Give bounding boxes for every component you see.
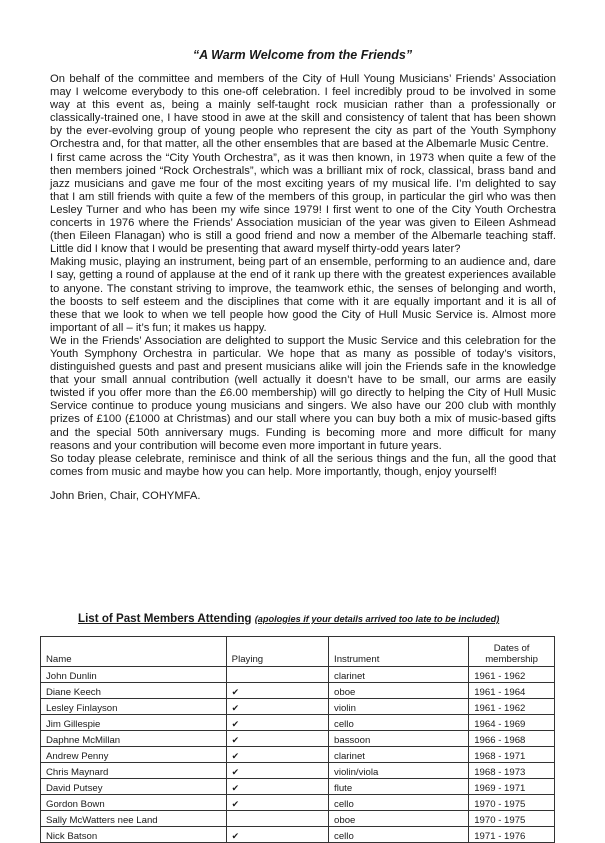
- cell-name: Lesley Finlayson: [41, 699, 227, 715]
- letter-body: [50, 73, 556, 503]
- cell-dates: 1961 - 1962: [469, 699, 555, 715]
- cell-dates: 1968 - 1973: [469, 763, 555, 779]
- cell-playing: ✔: [226, 715, 328, 731]
- members-list-heading: [78, 612, 598, 625]
- table-row: [41, 731, 555, 747]
- column-header-name: Name: [41, 637, 227, 667]
- cell-instrument: bassoon: [329, 731, 469, 747]
- table-header-row: [41, 637, 555, 667]
- paragraph: Making music, playing an instrument, being part of an ensemble, performing to an audience and, dare I say, getting a round of applause at the end of it rank up there with the greatest experiences available to anyone. The constant striving to improve, the teamwork ethic, the senses of belonging and worth, the boosts to self esteem and the disciplines that come with it are equally important and it is all of these that we look to when we tell people how good the City of Hull Music Service is. Almost more important of all – it’s fun; it makes us happy.: [50, 256, 556, 334]
- cell-playing: ✔: [226, 779, 328, 795]
- table-row: [41, 683, 555, 699]
- cell-playing: ✔: [226, 827, 328, 843]
- cell-playing: ✔: [226, 699, 328, 715]
- cell-dates: 1961 - 1962: [469, 667, 555, 683]
- cell-name: Diane Keech: [41, 683, 227, 699]
- table-row: [41, 667, 555, 683]
- column-header-playing: Playing: [226, 637, 328, 667]
- cell-playing: ✔: [226, 795, 328, 811]
- members-list-note: (apologies if your details arrived too late to be included): [254, 614, 500, 624]
- cell-name: Andrew Penny: [41, 747, 227, 763]
- cell-name: David Putsey: [41, 779, 227, 795]
- cell-instrument: clarinet: [329, 747, 469, 763]
- cell-playing: ✔: [226, 731, 328, 747]
- cell-dates: 1966 - 1968: [469, 731, 555, 747]
- table-row: [41, 747, 555, 763]
- cell-dates: 1964 - 1969: [469, 715, 555, 731]
- cell-name: Sally McWatters nee Land: [41, 811, 227, 827]
- table-row: [41, 715, 555, 731]
- cell-instrument: clarinet: [329, 667, 469, 683]
- cell-instrument: cello: [329, 715, 469, 731]
- document-title: “A Warm Welcome from the Friends”: [192, 48, 413, 62]
- cell-playing: ✔: [226, 683, 328, 699]
- cell-instrument: cello: [329, 827, 469, 843]
- cell-instrument: flute: [329, 779, 469, 795]
- cell-name: Jim Gillespie: [41, 715, 227, 731]
- cell-name: Gordon Bown: [41, 795, 227, 811]
- cell-instrument: violin: [329, 699, 469, 715]
- cell-name: Nick Batson: [41, 827, 227, 843]
- cell-instrument: violin/viola: [329, 763, 469, 779]
- table-row: [41, 811, 555, 827]
- cell-dates: 1961 - 1964: [469, 683, 555, 699]
- cell-instrument: cello: [329, 795, 469, 811]
- cell-dates: 1968 - 1971: [469, 747, 555, 763]
- table-row: [41, 779, 555, 795]
- paragraph: So today please celebrate, reminisce and think of all the serious things and the fun, all the good that comes from music and maybe how you can help. More importantly, though, enjoy yourself!: [50, 452, 556, 478]
- table-row: [41, 795, 555, 811]
- paragraph: We in the Friends’ Association are delighted to support the Music Service and this celebration for the Youth Symphony Orchestra in particular. We hope that as many as possible of today’s visitors, distinguished guests and past and present musicians alike will join the Friends safe in the knowledge that your small annual contribution (well actually it doesn’t have to be small, our arms are easily twisted if you offer more than the £6.00 membership) will go directly to helping the City of Hull Music Service continue to produce young musicians and singers. We also have our 200 club with monthly prizes of £100 (£1000 at Christmas) and our stall where you can buy both a mix of music-based gifts and the special 50th anniversary mugs. Funding is becoming more and more difficult for many reasons and your contribution will become even more important in future years.: [50, 334, 556, 452]
- cell-playing: ✔: [226, 747, 328, 763]
- table-row: [41, 763, 555, 779]
- cell-name: Daphne McMillan: [41, 731, 227, 747]
- table-row: [41, 699, 555, 715]
- cell-playing: ✔: [226, 763, 328, 779]
- cell-instrument: oboe: [329, 683, 469, 699]
- paragraph: On behalf of the committee and members of the City of Hull Young Musicians’ Friends’ Association may I welcome everybody to this one-off celebration. I feel incredibly proud to be involved in some way at this event as, being a mainly self-taught rock musician rather than a professionally or classically-trained one, I have stood in awe at the skill and consistency of talent that has been shown by the ever-evolving group of young people who represent the city as part of the Youth Symphony Orchestra and, for that matter, all the other ensembles that are based at the Albemarle Music Centre.: [50, 73, 556, 151]
- cell-playing: [226, 811, 328, 827]
- cell-instrument: oboe: [329, 811, 469, 827]
- signature: John Brien, Chair, COHYMFA.: [50, 489, 201, 502]
- members-table-body: [41, 667, 555, 843]
- table-row: [41, 827, 555, 843]
- column-header-dates-line2: membership: [485, 654, 538, 665]
- paragraph: I first came across the “City Youth Orchestra”, as it was then known, in 1973 when quite a few of the then members joined “Rock Orchestrals”, which was a brilliant mix of rock, classical, brass band and jazz musicians and gave me four of the most exciting years of my musical life. I’m delighted to say that I am still friends with quite a few of the members of this group, in particular the girl who was then Lesley Turner and who has been my wife since 1979! I first went to one of the City Youth Orchestra concerts in 1976 where the Friends’ Association musician of the year was given to Eileen Ashmead (then Eileen Flanagan) who is still a good friend and now a member of the Albemarle teaching staff. Little did I know that I would be presenting that award myself thirty-odd years later?: [50, 151, 556, 256]
- cell-dates: 1969 - 1971: [469, 779, 555, 795]
- cell-name: John Dunlin: [41, 667, 227, 683]
- members-list-title: List of Past Members Attending: [78, 612, 252, 625]
- cell-dates: 1970 - 1975: [469, 795, 555, 811]
- cell-name: Chris Maynard: [41, 763, 227, 779]
- column-header-instrument: Instrument: [329, 637, 469, 667]
- members-table: [40, 636, 555, 843]
- column-header-dates-line1: Dates of: [493, 643, 530, 654]
- cell-dates: 1970 - 1975: [469, 811, 555, 827]
- cell-dates: 1971 - 1976: [469, 827, 555, 843]
- cell-playing: [226, 667, 328, 683]
- column-header-dates: [469, 637, 555, 667]
